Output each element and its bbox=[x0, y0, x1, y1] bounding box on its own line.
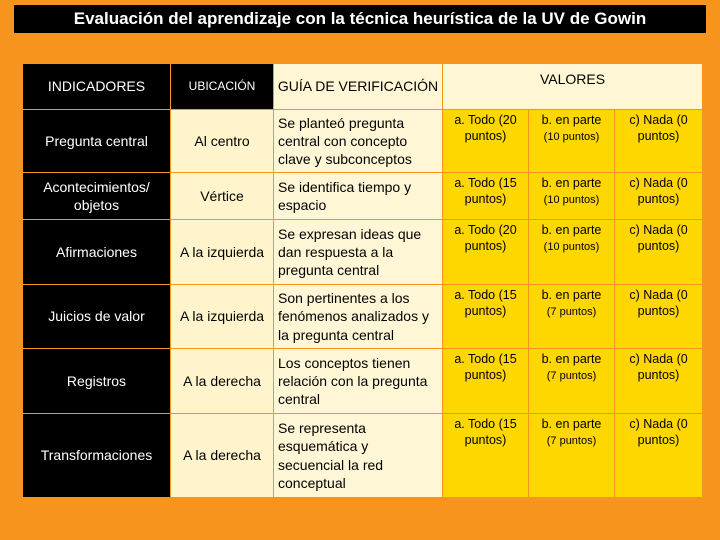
valor-b-label: b. en parte bbox=[541, 223, 602, 237]
valor-a-cell: a. Todo (15 puntos) bbox=[443, 349, 529, 414]
guia-cell: Se planteó pregunta central con concepto clave y subconceptos bbox=[274, 110, 443, 173]
indicador-cell: Acontecimientos/ objetos bbox=[23, 173, 171, 220]
valor-c-cell: c) Nada (0 puntos) bbox=[615, 414, 703, 498]
header-row bbox=[23, 64, 703, 110]
indicador-cell: Juicios de valor bbox=[23, 285, 171, 349]
valor-b-label: b. en parte bbox=[541, 288, 602, 302]
indicador-cell: Afirmaciones bbox=[23, 220, 171, 285]
table-row bbox=[23, 110, 703, 173]
table-row bbox=[23, 285, 703, 349]
valor-b-cell bbox=[529, 349, 615, 414]
valor-b-cell bbox=[529, 414, 615, 498]
valor-b-cell bbox=[529, 220, 615, 285]
valor-a-cell: a. Todo (20 puntos) bbox=[443, 110, 529, 173]
guia-cell: Se expresan ideas que dan respuesta a la pregunta central bbox=[274, 220, 443, 285]
valor-c-cell: c) Nada (0 puntos) bbox=[615, 285, 703, 349]
ubicacion-cell: Al centro bbox=[171, 110, 274, 173]
ubicacion-cell: A la derecha bbox=[171, 349, 274, 414]
guia-cell: Los conceptos tienen relación con la pregunta central bbox=[274, 349, 443, 414]
valor-b-label: b. en parte bbox=[541, 417, 602, 431]
valor-b-label: b. en parte bbox=[541, 113, 602, 127]
valor-c-cell: c) Nada (0 puntos) bbox=[615, 349, 703, 414]
header-valores: VALORES bbox=[443, 64, 703, 110]
header-indicadores: INDICADORES bbox=[23, 64, 171, 110]
table-row bbox=[23, 349, 703, 414]
ubicacion-cell: Vértice bbox=[171, 173, 274, 220]
valor-b-cell bbox=[529, 110, 615, 173]
valor-c-cell: c) Nada (0 puntos) bbox=[615, 220, 703, 285]
indicador-cell: Transformaciones bbox=[23, 414, 171, 498]
valor-b-label: b. en parte bbox=[541, 352, 602, 366]
valor-b-cell bbox=[529, 173, 615, 220]
indicador-cell: Pregunta central bbox=[23, 110, 171, 173]
valor-a-cell: a. Todo (20 puntos) bbox=[443, 220, 529, 285]
valor-b-points: (7 puntos) bbox=[546, 370, 597, 383]
table-body bbox=[23, 110, 703, 498]
guia-cell: Son pertinentes a los fenómenos analizados y la pregunta central bbox=[274, 285, 443, 349]
indicador-cell: Registros bbox=[23, 349, 171, 414]
valor-a-cell: a. Todo (15 puntos) bbox=[443, 173, 529, 220]
valor-c-cell: c) Nada (0 puntos) bbox=[615, 110, 703, 173]
valor-b-label: b. en parte bbox=[541, 176, 602, 190]
slide-title: Evaluación del aprendizaje con la técnica heurística de la UV de Gowin bbox=[14, 5, 706, 33]
valor-a-cell: a. Todo (15 puntos) bbox=[443, 414, 529, 498]
valor-b-points: (7 puntos) bbox=[546, 306, 597, 319]
guia-cell: Se representa esquemática y secuencial la red conceptual bbox=[274, 414, 443, 498]
valor-b-points: (10 puntos) bbox=[543, 194, 600, 207]
valor-b-cell bbox=[529, 285, 615, 349]
valor-b-points: (10 puntos) bbox=[543, 241, 600, 254]
evaluation-table bbox=[22, 63, 703, 498]
ubicacion-cell: A la izquierda bbox=[171, 220, 274, 285]
table-row bbox=[23, 220, 703, 285]
ubicacion-cell: A la derecha bbox=[171, 414, 274, 498]
table-row bbox=[23, 173, 703, 220]
valor-b-points: (10 puntos) bbox=[543, 131, 600, 144]
table-row bbox=[23, 414, 703, 498]
header-ubicacion: UBICACIÓN bbox=[171, 64, 274, 110]
valor-c-cell: c) Nada (0 puntos) bbox=[615, 173, 703, 220]
ubicacion-cell: A la izquierda bbox=[171, 285, 274, 349]
guia-cell: Se identifica tiempo y espacio bbox=[274, 173, 443, 220]
evaluation-table-container bbox=[22, 63, 702, 496]
valor-b-points: (7 puntos) bbox=[546, 435, 597, 448]
header-guia: GUÍA DE VERIFICACIÓN bbox=[274, 64, 443, 110]
valor-a-cell: a. Todo (15 puntos) bbox=[443, 285, 529, 349]
